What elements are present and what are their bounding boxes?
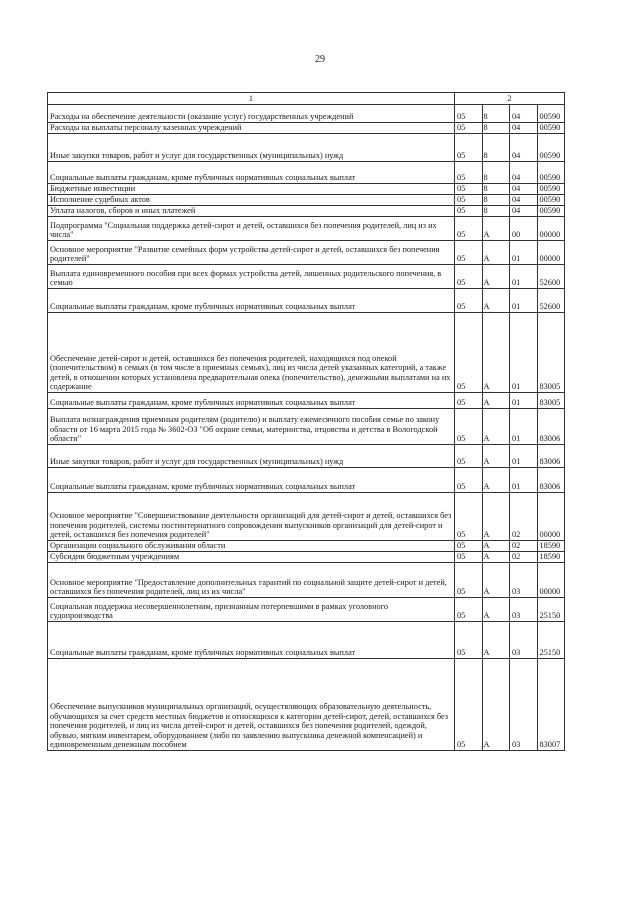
row-description: Организации социального обслуживания области (48, 541, 455, 552)
row-code-subprogram: 02 (510, 552, 538, 563)
row-code-program: А (482, 445, 510, 468)
row-code-item: 25150 (537, 622, 565, 659)
row-code-section: 05 (455, 206, 483, 217)
row-code-subprogram: 03 (510, 659, 538, 751)
row-description: Расходы на выплаты персоналу казенных учреждений (48, 123, 455, 134)
row-code-section: 05 (455, 409, 483, 445)
row-code-item: 00590 (537, 184, 565, 195)
row-code-section: 05 (455, 622, 483, 659)
row-code-program: А (482, 541, 510, 552)
row-code-subprogram: 04 (510, 123, 538, 134)
table-row (48, 409, 565, 445)
row-code-subprogram: 00 (510, 217, 538, 241)
row-code-program: 8 (482, 195, 510, 206)
row-code-subprogram: 01 (510, 265, 538, 289)
row-code-item: 18590 (537, 541, 565, 552)
row-code-item: 83005 (537, 393, 565, 409)
row-code-section: 05 (455, 598, 483, 622)
row-description: Исполнение судебных актов (48, 195, 455, 206)
table-row (48, 206, 565, 217)
row-code-item: 83006 (537, 409, 565, 445)
row-code-section: 05 (455, 445, 483, 468)
row-description: Социальные выплаты гражданам, кроме публичных нормативных социальных выплат (48, 393, 455, 409)
row-description: Иные закупки товаров, работ и услуг для государственных (муниципальных) нужд (48, 445, 455, 468)
row-code-subprogram: 04 (510, 105, 538, 123)
row-code-program: А (482, 313, 510, 393)
row-code-item: 83005 (537, 313, 565, 393)
row-code-section: 05 (455, 552, 483, 563)
row-description: Социальные выплаты гражданам, кроме публичных нормативных социальных выплат (48, 162, 455, 184)
table-row (48, 622, 565, 659)
table-row (48, 195, 565, 206)
row-code-program: 8 (482, 105, 510, 123)
row-code-subprogram: 03 (510, 563, 538, 598)
table-row (48, 598, 565, 622)
row-code-item: 83007 (537, 659, 565, 751)
row-code-section: 05 (455, 563, 483, 598)
row-code-program: 8 (482, 206, 510, 217)
row-code-subprogram: 01 (510, 393, 538, 409)
table-row (48, 241, 565, 265)
row-code-subprogram: 01 (510, 409, 538, 445)
row-code-program: А (482, 563, 510, 598)
row-code-program: 8 (482, 184, 510, 195)
row-code-program: А (482, 659, 510, 751)
table-row (48, 123, 565, 134)
row-code-section: 05 (455, 162, 483, 184)
row-code-section: 05 (455, 195, 483, 206)
row-code-section: 05 (455, 105, 483, 123)
header-cell-1: 1 (48, 93, 455, 105)
row-code-item: 00000 (537, 563, 565, 598)
row-code-program: А (482, 622, 510, 659)
row-description: Расходы на обеспечение деятельности (оказание услуг) государственных учреждений (48, 105, 455, 123)
row-description: Выплата единовременного пособия при всех формах устройства детей, лишенных родительского попечения, в семью (48, 265, 455, 289)
row-code-section: 05 (455, 468, 483, 493)
row-code-section: 05 (455, 134, 483, 162)
row-code-section: 05 (455, 313, 483, 393)
row-description: Основное мероприятие "Развитие семейных форм устройства детей-сирот и детей, оставшихся без попечения родителей" (48, 241, 455, 265)
table-row (48, 105, 565, 123)
row-description: Подпрограмма "Социальная поддержка детей-сирот и детей, оставшихся без попечения родителей, лиц из их числа" (48, 217, 455, 241)
row-description: Обеспечение детей-сирот и детей, оставшихся без попечения родителей, находящихся под опекой (попечительством) в семьях (в том числе в приемных семьях), лиц из числа детей указанных категорий, а также детей, в отношении которых установлена предварительная опека (попечительство), денежными выплатами на их содержание (48, 313, 455, 393)
row-code-item: 18590 (537, 552, 565, 563)
row-description: Социальная поддержка несовершеннолетним, признанным потерпевшими в рамках уголовного судопроизводства (48, 598, 455, 622)
row-code-subprogram: 01 (510, 468, 538, 493)
row-code-subprogram: 04 (510, 206, 538, 217)
row-code-subprogram: 04 (510, 184, 538, 195)
row-code-subprogram: 04 (510, 162, 538, 184)
table-row (48, 134, 565, 162)
table-row (48, 265, 565, 289)
header-cell-2: 2 (455, 93, 565, 105)
table-row (48, 445, 565, 468)
row-code-item: 00000 (537, 241, 565, 265)
row-description: Основное мероприятие "Совершенствование деятельности организаций для детей-сирот и детей, оставшихся без попечения родителей, системы постинтернатного сопровождения выпускников организаций для детей-сирот и детей, оставшихся без попечения родителей" (48, 493, 455, 541)
table-header-row (48, 93, 565, 105)
budget-table (47, 92, 565, 751)
row-code-program: А (482, 468, 510, 493)
row-code-section: 05 (455, 123, 483, 134)
row-code-item: 00000 (537, 217, 565, 241)
row-code-section: 05 (455, 289, 483, 313)
row-code-item: 00590 (537, 195, 565, 206)
row-code-section: 05 (455, 184, 483, 195)
row-code-subprogram: 01 (510, 445, 538, 468)
table-row (48, 184, 565, 195)
table-row (48, 541, 565, 552)
row-code-program: А (482, 552, 510, 563)
row-code-subprogram: 02 (510, 493, 538, 541)
table-row (48, 162, 565, 184)
row-code-subprogram: 02 (510, 541, 538, 552)
row-code-item: 00000 (537, 493, 565, 541)
row-code-section: 05 (455, 541, 483, 552)
row-description: Иные закупки товаров, работ и услуг для государственных (муниципальных) нужд (48, 134, 455, 162)
row-code-program: А (482, 217, 510, 241)
row-description: Основное мероприятие "Предоставление дополнительных гарантий по социальной защите детей-сирот и детей, оставшихся без попечения родителей, лиц из их числа" (48, 563, 455, 598)
row-code-subprogram: 04 (510, 195, 538, 206)
row-code-item: 00590 (537, 162, 565, 184)
table-row (48, 393, 565, 409)
row-code-subprogram: 01 (510, 313, 538, 393)
row-code-section: 05 (455, 393, 483, 409)
row-code-item: 00590 (537, 206, 565, 217)
table-row (48, 563, 565, 598)
row-code-item: 25150 (537, 598, 565, 622)
row-code-subprogram: 01 (510, 241, 538, 265)
row-code-program: А (482, 265, 510, 289)
row-code-section: 05 (455, 217, 483, 241)
row-description: Выплата вознаграждения приемным родителям (родителю) и выплату ежемесячного пособия семье по закону области от 16 марта 2015 года № 3602-ОЗ "Об охране семьи, материнства, отцовства и детства в Вологодской области" (48, 409, 455, 445)
row-code-item: 00590 (537, 105, 565, 123)
row-code-item: 83006 (537, 468, 565, 493)
row-code-program: А (482, 493, 510, 541)
row-description: Уплата налогов, сборов и иных платежей (48, 206, 455, 217)
row-code-program: А (482, 598, 510, 622)
table-row (48, 217, 565, 241)
table-row (48, 659, 565, 751)
row-code-subprogram: 04 (510, 134, 538, 162)
row-code-section: 05 (455, 659, 483, 751)
row-code-program: А (482, 409, 510, 445)
row-description: Бюджетные инвестиции (48, 184, 455, 195)
row-code-program: А (482, 393, 510, 409)
row-code-program: А (482, 241, 510, 265)
row-code-section: 05 (455, 493, 483, 541)
row-code-program: 8 (482, 134, 510, 162)
row-code-program: 8 (482, 123, 510, 134)
row-description: Социальные выплаты гражданам, кроме публичных нормативных социальных выплат (48, 468, 455, 493)
row-description: Социальные выплаты гражданам, кроме публичных нормативных социальных выплат (48, 289, 455, 313)
row-code-item: 00590 (537, 123, 565, 134)
row-code-section: 05 (455, 265, 483, 289)
row-description: Социальные выплаты гражданам, кроме публичных нормативных социальных выплат (48, 622, 455, 659)
table-row (48, 468, 565, 493)
table-row (48, 313, 565, 393)
row-description: Обеспечение выпускников муниципальных организаций, осуществляющих образовательную деятельность, обучающихся за счет средств местных бюджетов и относящихся к категории детей-сирот, детей, оставшихся без попечения родителей, и лиц из числа детей-сирот и детей, оставшихся без попечения родителей, одеждой, обувью, мягким инвентарем, оборудованием (либо по заявлению выпускника денежной компенсацией) и единовременным денежным пособием (48, 659, 455, 751)
row-code-subprogram: 03 (510, 598, 538, 622)
row-code-item: 00590 (537, 134, 565, 162)
row-code-program: 8 (482, 162, 510, 184)
row-code-section: 05 (455, 241, 483, 265)
row-code-item: 83006 (537, 445, 565, 468)
row-code-item: 52600 (537, 289, 565, 313)
row-description: Субсидии бюджетным учреждениям (48, 552, 455, 563)
row-code-program: А (482, 289, 510, 313)
row-code-subprogram: 01 (510, 289, 538, 313)
table-row (48, 493, 565, 541)
page-number: 29 (315, 54, 325, 65)
table-row (48, 289, 565, 313)
row-code-subprogram: 03 (510, 622, 538, 659)
table-row (48, 552, 565, 563)
row-code-item: 52600 (537, 265, 565, 289)
